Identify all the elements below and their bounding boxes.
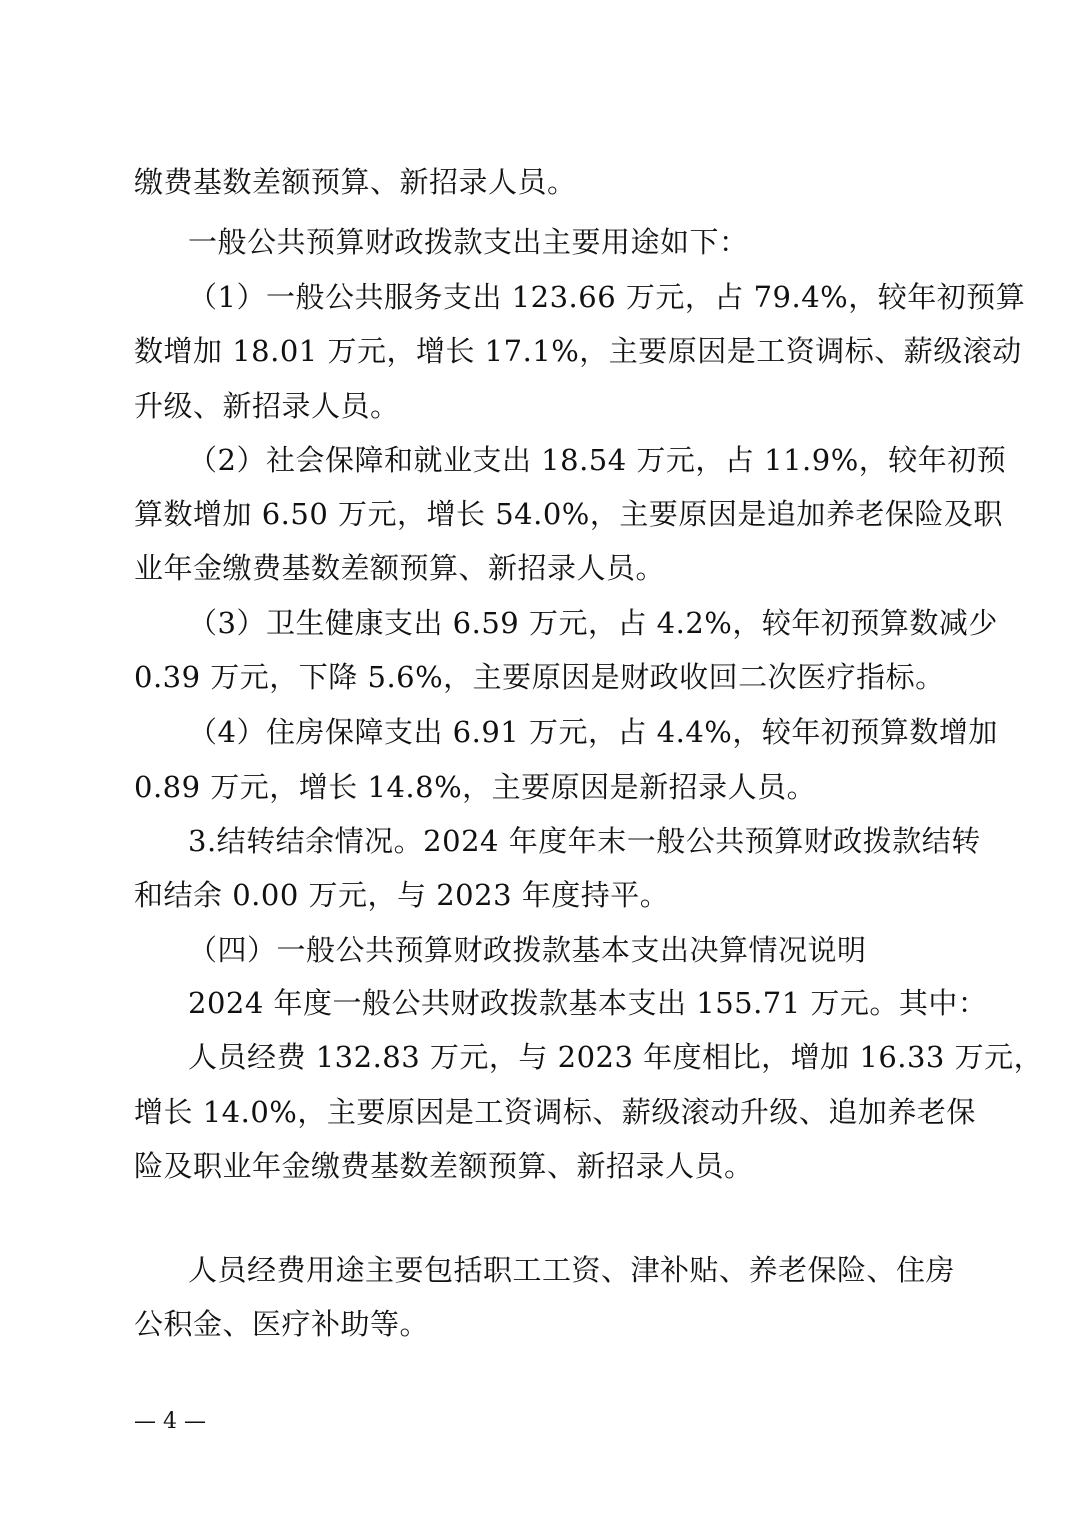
text-line: 增长 14.0%，主要原因是工资调标、薪级滚动升级、追加养老保 — [134, 1095, 976, 1129]
text-line: 2024 年度一般公共财政拨款基本支出 155.71 万元。其中： — [188, 986, 988, 1020]
text-line: 业年金缴费基数差额预算、新招录人员。 — [134, 551, 666, 585]
text-line: （3）卫生健康支出 6.59 万元，占 4.2%，较年初预算数减少 — [188, 606, 998, 640]
text-line: 一般公共预算财政拨款支出主要用途如下： — [188, 225, 749, 259]
text-line: 险及职业年金缴费基数差额预算、新招录人员。 — [134, 1149, 754, 1183]
text-line: （1）一般公共服务支出 123.66 万元，占 79.4%，较年初预算 — [188, 280, 1026, 314]
page-number: — 4 — — [134, 1409, 206, 1434]
text-line: （2）社会保障和就业支出 18.54 万元，占 11.9%，较年初预 — [188, 443, 1007, 477]
text-line: 人员经费用途主要包括职工工资、津补贴、养老保险、住房 — [188, 1253, 956, 1287]
text-line: 缴费基数差额预算、新招录人员。 — [134, 165, 577, 199]
text-line: 公积金、医疗补助等。 — [134, 1307, 430, 1341]
section-heading: （四）一般公共预算财政拨款基本支出决算情况说明 — [188, 933, 867, 967]
text-line: （4）住房保障支出 6.91 万元，占 4.4%，较年初预算数增加 — [188, 715, 998, 749]
text-line: 3.结转结余情况。2024 年度年末一般公共预算财政拨款结转 — [188, 824, 981, 858]
text-line: 和结余 0.00 万元，与 2023 年度持平。 — [134, 878, 670, 912]
text-line: 0.39 万元，下降 5.6%，主要原因是财政收回二次医疗指标。 — [134, 660, 945, 694]
text-line: 算数增加 6.50 万元，增长 54.0%，主要原因是追加养老保险及职 — [134, 497, 1003, 531]
text-line: 升级、新招录人员。 — [134, 389, 400, 423]
text-line: 人员经费 132.83 万元，与 2023 年度相比，增加 16.33 万元， — [188, 1040, 1044, 1074]
text-line: 数增加 18.01 万元，增长 17.1%，主要原因是工资调标、薪级滚动 — [134, 334, 1022, 368]
text-line: 0.89 万元，增长 14.8%，主要原因是新招录人员。 — [134, 770, 817, 804]
